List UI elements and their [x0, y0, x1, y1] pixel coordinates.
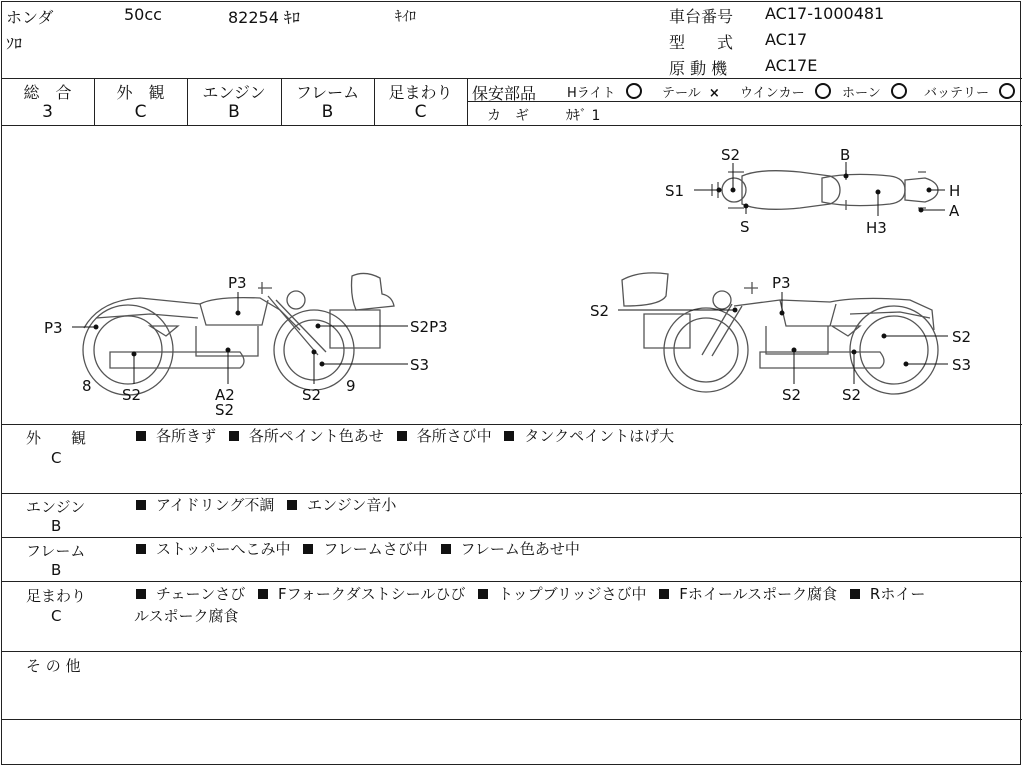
- remark-frame-items: [136, 538, 588, 560]
- damage-label: B: [840, 146, 851, 164]
- grade-exterior-value: C: [134, 102, 147, 122]
- bullet-square-icon: [136, 500, 146, 510]
- bullet-square-icon: [229, 431, 239, 441]
- damage-label: S2: [952, 328, 972, 346]
- damage-label: S: [740, 218, 750, 236]
- grade-total-value: 3: [42, 102, 53, 122]
- safety-tail: [662, 82, 720, 101]
- remark-item: 各所さび中: [416, 427, 492, 445]
- remark-engine-grade: B: [51, 517, 62, 535]
- safety-headlight: [567, 82, 642, 101]
- frame-no-label: 車台番号: [669, 7, 734, 26]
- key-value: ｶｷﾞ 1: [566, 108, 601, 124]
- remark-suspension-items: [136, 583, 933, 605]
- remark-item: Fホイールスポーク腐食: [679, 585, 838, 603]
- bullet-square-icon: [397, 431, 407, 441]
- key-label: カ ギ: [487, 108, 529, 124]
- damage-label: 8: [82, 377, 92, 395]
- bullet-square-icon: [136, 431, 146, 441]
- safety-headlight-label: Hライト: [567, 86, 616, 101]
- mileage: 82254 ｷﾛ: [228, 8, 300, 27]
- mileage-unit: ｷｲﾛ: [395, 9, 416, 25]
- bullet-square-icon: [287, 500, 297, 510]
- remark-item: ストッパーへこみ中: [156, 540, 291, 558]
- remark-engine-items: [136, 494, 404, 516]
- bullet-square-icon: [136, 544, 146, 554]
- safety-tail-label: テール: [662, 86, 701, 101]
- grade-frame-value: B: [321, 102, 334, 122]
- damage-label: P3: [228, 274, 247, 292]
- damage-label: S2: [782, 386, 802, 404]
- remark-item: Fフォークダストシールひび: [278, 585, 466, 603]
- ok-circle-icon: [626, 83, 642, 99]
- damage-label: 9: [346, 377, 356, 395]
- remark-item: 各所きず: [156, 427, 217, 445]
- remark-exterior-label: 外 観: [26, 429, 87, 447]
- remark-item: エンジン音小: [307, 496, 397, 514]
- bullet-square-icon: [136, 589, 146, 599]
- grade-frame-label: フレーム: [295, 83, 360, 102]
- damage-label: A: [949, 202, 960, 220]
- safety-winker: [740, 82, 831, 101]
- ng-cross-icon: ×: [708, 86, 720, 101]
- damage-label: S1: [665, 182, 685, 200]
- grade-engine-value: B: [228, 102, 240, 122]
- safety-mid-line: [468, 101, 1022, 102]
- remark-exterior-grade: C: [51, 449, 62, 467]
- remark-item: フレームさび中: [323, 540, 428, 558]
- damage-label: S3: [952, 356, 972, 374]
- remark-item: タンクペイントはげ大: [524, 427, 675, 445]
- damage-label: S2: [721, 146, 741, 164]
- remark-item: トップブリッジさび中: [498, 585, 647, 603]
- grade-exterior-label: 外 観: [116, 83, 165, 102]
- section-line: [1, 651, 1022, 652]
- model-name: ｿﾛ: [6, 34, 23, 53]
- damage-label: S2: [302, 386, 322, 404]
- safety-label: 保安部品: [472, 84, 537, 103]
- damage-label: S3: [410, 356, 430, 374]
- bullet-square-icon: [478, 589, 488, 599]
- ok-circle-icon: [999, 83, 1015, 99]
- safety-battery-label: バッテリー: [924, 86, 990, 101]
- damage-label: S2: [122, 386, 142, 404]
- section-line: [1, 581, 1022, 582]
- safety-winker-label: ウインカー: [740, 86, 805, 101]
- damage-label: S2: [590, 302, 610, 320]
- bullet-square-icon: [441, 544, 451, 554]
- ok-circle-icon: [815, 83, 831, 99]
- grade-top-line: [1, 78, 1022, 79]
- bullet-square-icon: [504, 431, 514, 441]
- damage-label: A2: [215, 386, 235, 404]
- remark-item: Rホイー: [869, 585, 926, 603]
- grade-suspension-label: 足まわり: [388, 83, 453, 102]
- type-value: AC17: [765, 30, 808, 49]
- grade-total-label: 総 合: [23, 83, 72, 102]
- remark-suspension-grade: C: [51, 607, 62, 625]
- type-label: 型 式: [669, 33, 734, 52]
- remark-suspension-line2: ルスポーク腐食: [134, 607, 239, 625]
- bullet-square-icon: [303, 544, 313, 554]
- section-line: [1, 719, 1022, 720]
- damage-label: S2P3: [410, 318, 448, 336]
- safety-battery: [924, 82, 1015, 101]
- bullet-square-icon: [258, 589, 268, 599]
- remark-other-label: そ の 他: [26, 657, 81, 675]
- remark-item: 各所ペイント色あせ: [248, 427, 384, 445]
- safety-horn: [842, 82, 907, 101]
- grade-suspension-value: C: [414, 102, 427, 122]
- engine-value: AC17E: [765, 56, 818, 75]
- ok-circle-icon: [891, 83, 907, 99]
- remark-item: チェーンさび: [156, 585, 246, 603]
- remark-suspension-label: 足まわり: [26, 587, 87, 605]
- grade-divider: [467, 78, 468, 125]
- remark-exterior-items: [136, 425, 682, 447]
- remark-item: アイドリング不調: [156, 496, 275, 514]
- bullet-square-icon: [659, 589, 669, 599]
- engine-label: 原 動 機: [669, 59, 728, 78]
- remark-item: フレーム色あせ中: [460, 540, 580, 558]
- safety-horn-label: ホーン: [842, 86, 881, 101]
- damage-label: S2: [215, 401, 235, 419]
- remark-frame-label: フレーム: [26, 542, 86, 560]
- frame-no: AC17-1000481: [765, 4, 885, 23]
- bullet-square-icon: [850, 589, 860, 599]
- maker: ホンダ: [6, 8, 54, 27]
- damage-label: H: [949, 182, 961, 200]
- remark-engine-label: エンジン: [26, 498, 86, 516]
- motorcycle-diagram: [0, 126, 1024, 424]
- damage-label: S2: [842, 386, 862, 404]
- damage-label: P3: [772, 274, 791, 292]
- displacement: 50cc: [124, 5, 162, 24]
- damage-label: P3: [44, 319, 63, 337]
- damage-label: H3: [866, 219, 887, 237]
- remark-frame-grade: B: [51, 561, 62, 579]
- grade-engine-label: エンジン: [202, 83, 266, 102]
